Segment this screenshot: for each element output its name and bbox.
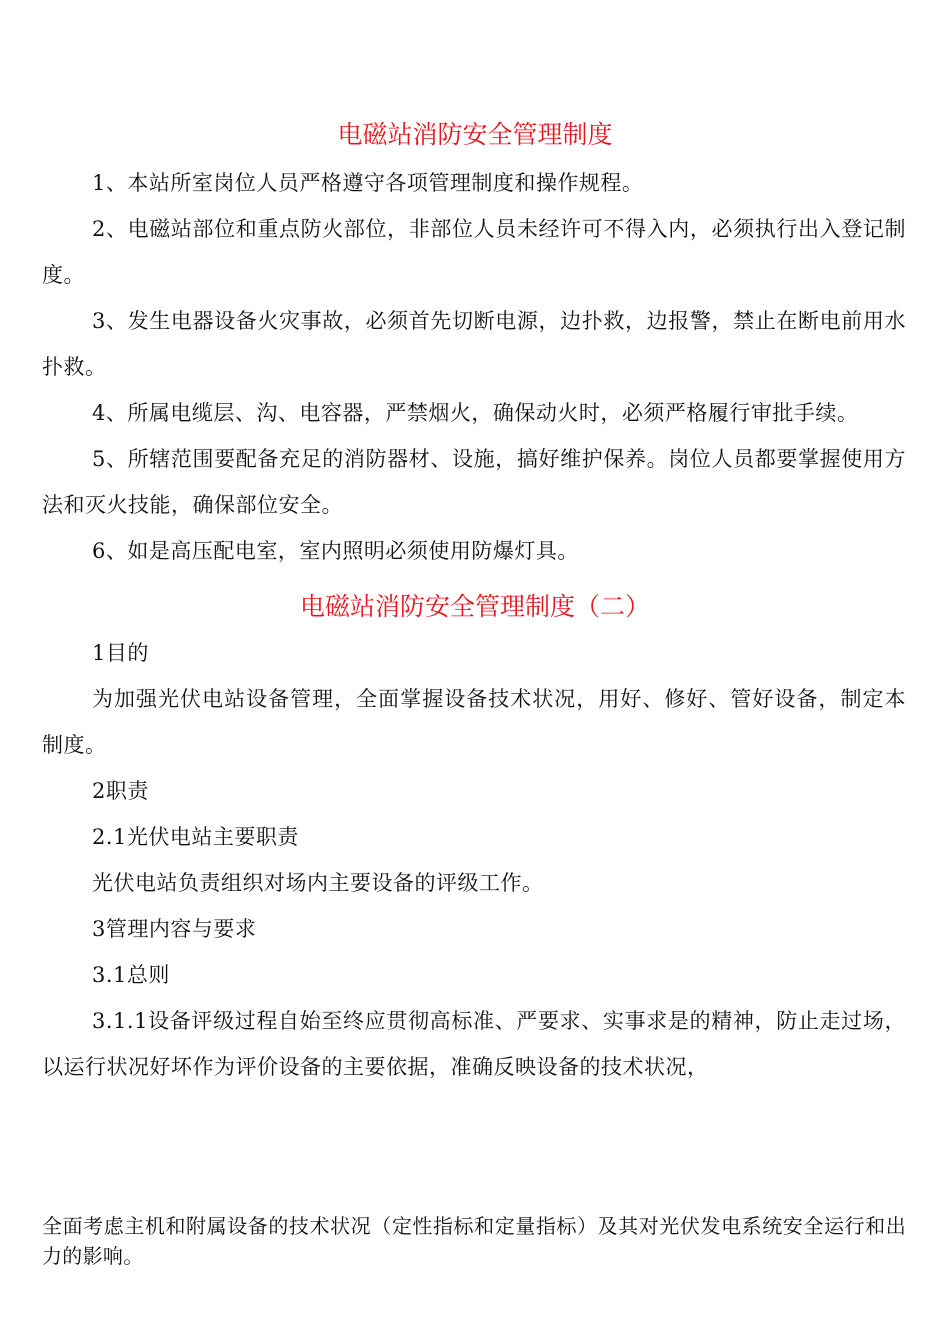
- heading-management: 3管理内容与要求: [92, 917, 257, 941]
- heading-purpose: 1目的: [92, 641, 149, 665]
- rule-4: 4、所属电缆层、沟、电容器，严禁烟火，确保动火时，必须严格履行审批手续。: [92, 401, 859, 425]
- heading-duties: 2职责: [92, 779, 149, 803]
- rule-5: 5、所辖范围要配备充足的消防器材、设施，搞好维护保养。岗位人员都要掌握使用方法和灭火技能，确保部位安全。: [42, 447, 906, 517]
- rule-6: 6、如是高压配电室，室内照明必须使用防爆灯具。: [92, 539, 579, 563]
- general-3-1-1: 3.1.1设备评级过程自始至终应贯彻高标准、严要求、实事求是的精神，防止走过场，以运行状况好坏作为评价设备的主要依据，准确反映设备的技术状况，: [42, 1009, 906, 1079]
- document-title-2: 电磁站消防安全管理制度（二）: [299, 592, 650, 621]
- heading-duties-2-1: 2.1光伏电站主要职责: [92, 825, 299, 849]
- continued-text: 全面考虑主机和附属设备的技术状况（定性指标和定量指标）及其对光伏发电系统安全运行和出力的影响。: [42, 1214, 906, 1268]
- rule-2: 2、电磁站部位和重点防火部位，非部位人员未经许可不得入内，必须执行出入登记制度。: [42, 217, 906, 287]
- duties-text: 光伏电站负责组织对场内主要设备的评级工作。: [92, 871, 544, 895]
- heading-general: 3.1总则: [92, 963, 170, 987]
- rule-3: 3、发生电器设备火灾事故，必须首先切断电源，边扑救，边报警，禁止在断电前用水扑救。: [42, 309, 906, 379]
- purpose-text: 为加强光伏电站设备管理，全面掌握设备技术状况，用好、修好、管好设备，制定本制度。: [42, 687, 906, 757]
- document-title: 电磁站消防安全管理制度: [337, 120, 613, 149]
- rule-1: 1、本站所室岗位人员严格遵守各项管理制度和操作规程。: [92, 171, 644, 195]
